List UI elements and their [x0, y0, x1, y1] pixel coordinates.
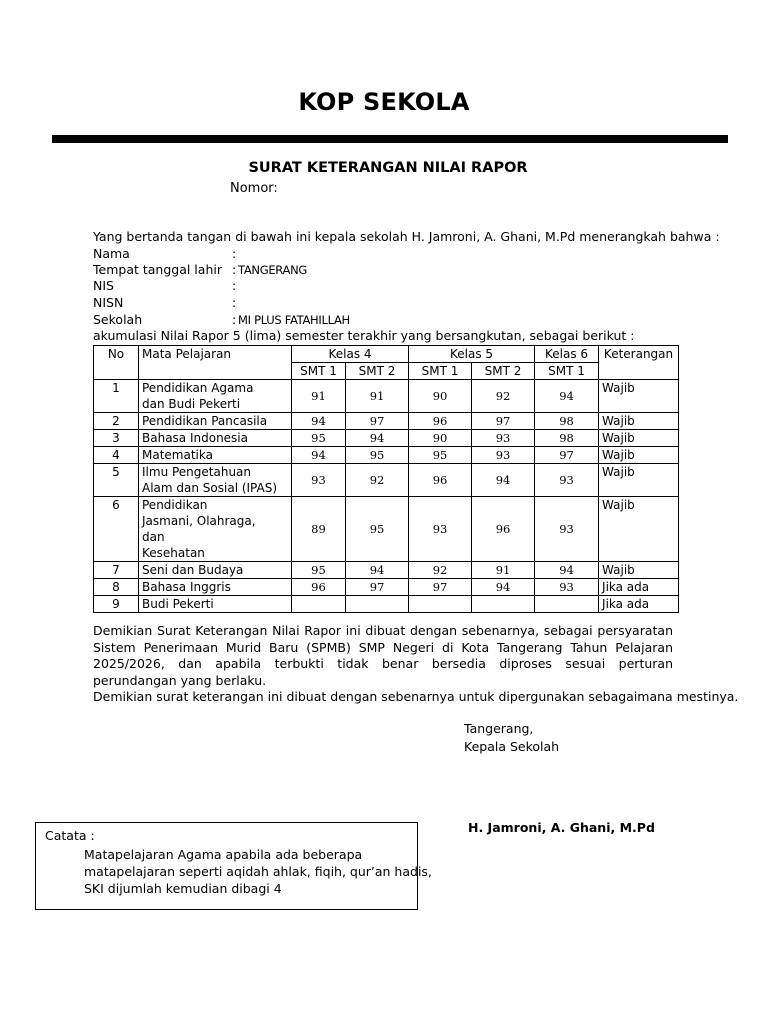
header-k4-smt2: SMT 2 [346, 363, 409, 380]
grade-k4-smt2: 95 [346, 447, 409, 464]
letterhead-title: KOP SEKOLA [298, 88, 470, 116]
table-row [94, 413, 679, 430]
grade-k6-smt1 [535, 596, 599, 613]
field-label-sekolah: Sekolah [93, 312, 143, 327]
subject-line: dan Budi Pekerti [142, 397, 241, 411]
subject-cell [139, 447, 292, 464]
subject-line: Budi Pekerti [142, 597, 214, 611]
field-label-nis: NIS [93, 278, 114, 293]
row-number: 1 [94, 380, 139, 413]
grade-k5-smt2: 91 [472, 562, 535, 579]
grade-k5-smt2: 93 [472, 430, 535, 447]
field-label-nama: Nama [93, 246, 130, 261]
header-kelas-6: Kelas 6 [535, 346, 599, 363]
field-colon: : [232, 312, 237, 327]
field-label-nisn: NISN [93, 295, 124, 310]
subject-cell [139, 579, 292, 596]
grade-k6-smt1: 94 [535, 562, 599, 579]
grade-k5-smt2: 92 [472, 380, 535, 413]
table-row [94, 579, 679, 596]
closing-paragraph-1: Demikian Surat Keterangan Nilai Rapor ini dibuat dengan sebenarnya, sebagai persyaratan Sistem Penerimaan Murid Baru (SPMB) SMP Negeri di Kota Tangerang Tahun Pelajaran 2025/2026, dan apabila terbukti tidak benar bersedia diproses sesuai perturan perundangan yang berlaku. [93, 623, 673, 688]
table-row [94, 430, 679, 447]
grade-k5-smt1 [409, 596, 472, 613]
subject-line: Seni dan Budaya [142, 563, 244, 577]
row-number: 2 [94, 413, 139, 430]
header-k6-smt1: SMT 1 [535, 363, 599, 380]
row-number: 5 [94, 464, 139, 497]
grade-k5-smt2: 97 [472, 413, 535, 430]
keterangan-cell: Wajib [599, 464, 679, 497]
subject-cell [139, 413, 292, 430]
keterangan-cell: Wajib [599, 413, 679, 430]
keterangan-cell: Wajib [599, 447, 679, 464]
grade-k6-smt1: 94 [535, 380, 599, 413]
header-k4-smt1: SMT 1 [292, 363, 346, 380]
grade-k4-smt1 [292, 596, 346, 613]
grade-k4-smt1: 91 [292, 380, 346, 413]
row-number: 4 [94, 447, 139, 464]
header-keterangan: Keterangan [599, 346, 679, 380]
header-k5-smt1: SMT 1 [409, 363, 472, 380]
field-colon: : [232, 295, 237, 310]
grade-k4-smt2: 91 [346, 380, 409, 413]
subject-line: Matematika [142, 448, 213, 462]
grade-k5-smt2 [472, 596, 535, 613]
letterhead-rule [52, 135, 728, 143]
subject-line: Alam dan Sosial (IPAS) [142, 481, 278, 495]
header-kelas-5: Kelas 5 [409, 346, 535, 363]
grade-k5-smt2: 96 [472, 497, 535, 562]
subject-line: Jasmani, Olahraga, [142, 514, 256, 528]
table-row [94, 464, 679, 497]
grade-k4-smt2: 92 [346, 464, 409, 497]
grade-k6-smt1: 93 [535, 497, 599, 562]
accumulation-statement: akumulasi Nilai Rapor 5 (lima) semester terakhir yang bersangkutan, sebagai berikut : [93, 328, 635, 343]
subject-line: Kesehatan [142, 546, 205, 560]
grade-k4-smt2: 94 [346, 562, 409, 579]
note-label: Catata : [45, 828, 95, 843]
grade-k6-smt1: 98 [535, 413, 599, 430]
keterangan-cell: Wajib [599, 562, 679, 579]
grade-k4-smt1: 96 [292, 579, 346, 596]
note-box [35, 822, 432, 910]
note-line: SKI dijumlah kemudian dibagi 4 [84, 881, 282, 896]
grade-k4-smt1: 94 [292, 447, 346, 464]
grade-k4-smt1: 94 [292, 413, 346, 430]
grade-k5-smt2: 93 [472, 447, 535, 464]
grade-k4-smt2: 95 [346, 497, 409, 562]
grade-k4-smt1: 89 [292, 497, 346, 562]
grade-k4-smt2: 97 [346, 413, 409, 430]
subject-line: Pendidikan Agama [142, 381, 254, 395]
subject-line: Pendidikan [142, 498, 208, 512]
note-line: Matapelajaran Agama apabila ada beberapa [84, 847, 363, 862]
grade-k4-smt2: 94 [346, 430, 409, 447]
grade-k5-smt1: 95 [409, 447, 472, 464]
signature-name: H. Jamroni, A. Ghani, M.Pd [468, 820, 655, 835]
subject-line: Bahasa Inggris [142, 580, 231, 594]
document-title: SURAT KETERANGAN NILAI RAPOR [248, 160, 528, 176]
keterangan-cell: Wajib [599, 380, 679, 413]
header-kelas-4: Kelas 4 [292, 346, 409, 363]
grade-k6-smt1: 98 [535, 430, 599, 447]
closing-paragraph-2: Demikian surat keterangan ini dibuat dengan sebenarnya untuk dipergunakan sebagaimana mestinya. [93, 689, 739, 704]
subject-cell [139, 464, 292, 497]
grade-k6-smt1: 97 [535, 447, 599, 464]
subject-cell [139, 596, 292, 613]
signature-place: Tangerang, [464, 721, 534, 736]
keterangan-cell: Wajib [599, 497, 679, 562]
field-colon: : [232, 246, 237, 261]
keterangan-cell: Wajib [599, 430, 679, 447]
intro-statement: Yang bertanda tangan di bawah ini kepala sekolah H. Jamroni, A. Ghani, M.Pd menerangkah bahwa : [93, 229, 720, 244]
grade-k4-smt1: 93 [292, 464, 346, 497]
grade-k5-smt1: 97 [409, 579, 472, 596]
row-number: 9 [94, 596, 139, 613]
row-number: 7 [94, 562, 139, 579]
grades-table [93, 345, 679, 613]
subject-cell [139, 562, 292, 579]
field-label-ttl: Tempat tanggal lahir [93, 262, 222, 277]
grade-k5-smt1: 92 [409, 562, 472, 579]
table-row [94, 497, 679, 562]
grade-k6-smt1: 93 [535, 579, 599, 596]
grade-k6-smt1: 93 [535, 464, 599, 497]
subject-cell [139, 380, 292, 413]
field-colon: : [232, 278, 237, 293]
subject-line: dan [142, 530, 165, 544]
row-number: 6 [94, 497, 139, 562]
header-subject: Mata Pelajaran [139, 346, 292, 380]
grade-k5-smt1: 90 [409, 430, 472, 447]
subject-line: Pendidikan Pancasila [142, 414, 268, 428]
header-no: No [94, 346, 139, 380]
row-number: 8 [94, 579, 139, 596]
grade-k4-smt2 [346, 596, 409, 613]
signature-role: Kepala Sekolah [464, 739, 560, 754]
grade-k5-smt1: 90 [409, 380, 472, 413]
field-value-sekolah: MI PLUS FATAHILLAH [238, 313, 350, 327]
note-text [84, 846, 432, 897]
field-value-ttl: TANGERANG [238, 263, 307, 277]
subject-cell [139, 497, 292, 562]
document-number-label: Nomor: [230, 181, 278, 196]
grade-k4-smt1: 95 [292, 562, 346, 579]
keterangan-cell: Jika ada [599, 579, 679, 596]
table-row [94, 596, 679, 613]
subject-line: Ilmu Pengetahuan [142, 465, 252, 479]
note-line: matapelajaran seperti aqidah ahlak, fiqih, qur’an hadis, [84, 864, 432, 879]
grade-k4-smt1: 95 [292, 430, 346, 447]
field-colon: : [232, 262, 237, 277]
table-row [94, 562, 679, 579]
subject-cell [139, 430, 292, 447]
grade-k4-smt2: 97 [346, 579, 409, 596]
table-row [94, 447, 679, 464]
grade-k5-smt1: 96 [409, 464, 472, 497]
row-number: 3 [94, 430, 139, 447]
header-k5-smt2: SMT 2 [472, 363, 535, 380]
subject-line: Bahasa Indonesia [142, 431, 248, 445]
grade-k5-smt1: 96 [409, 413, 472, 430]
grade-k5-smt2: 94 [472, 464, 535, 497]
grade-k5-smt2: 94 [472, 579, 535, 596]
table-row [94, 380, 679, 413]
grade-k5-smt1: 93 [409, 497, 472, 562]
keterangan-cell: Jika ada [599, 596, 679, 613]
